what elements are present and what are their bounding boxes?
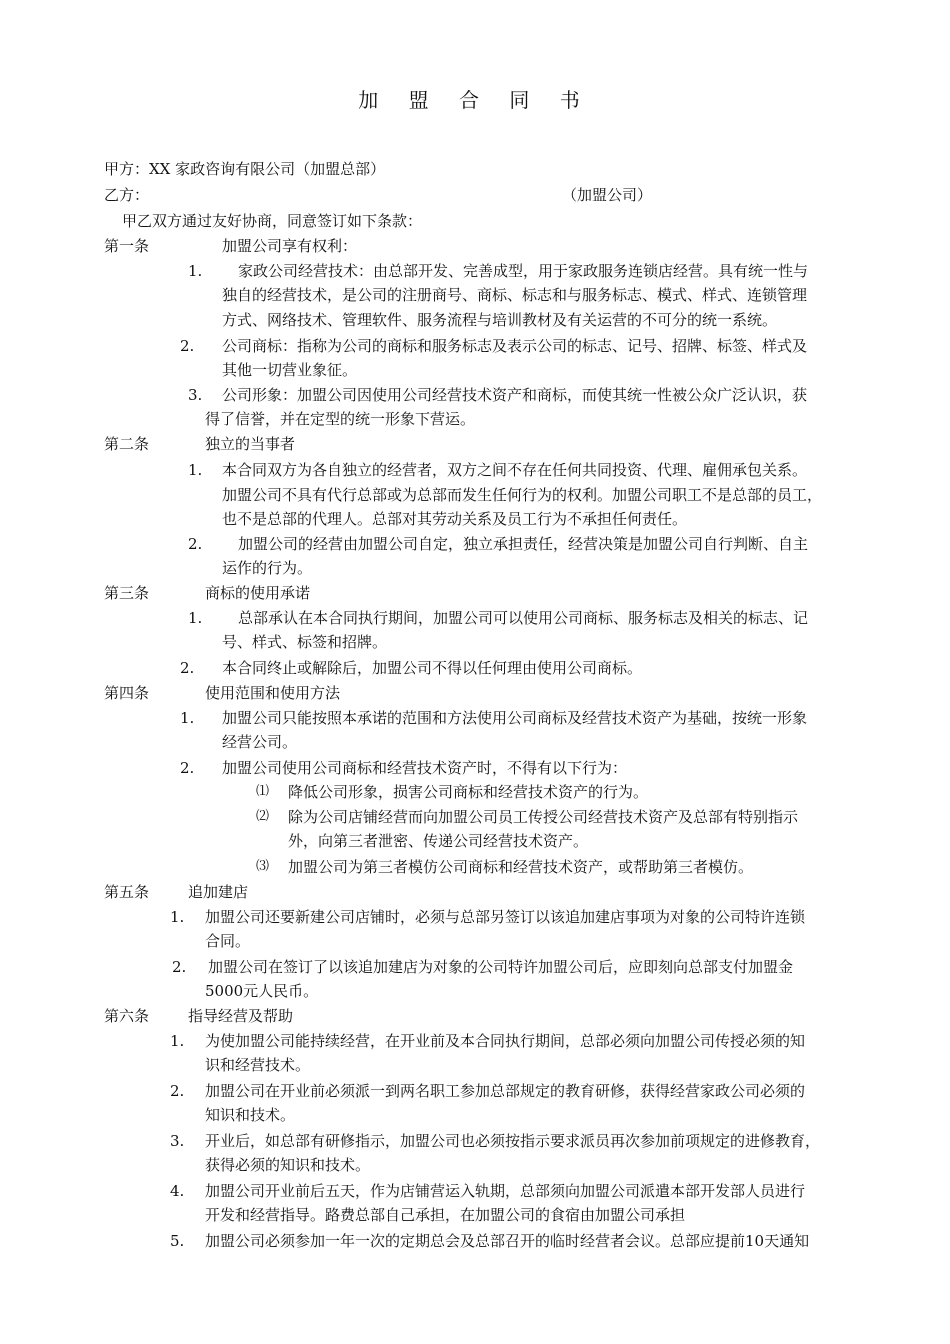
article-4-sub-1-number: ⑴ <box>256 784 270 799</box>
article-3-title: 商标的使用承诺 <box>205 584 311 602</box>
article-6-item-3-number: 3. <box>170 1132 185 1150</box>
article-5-item-1-line-2: 合同。 <box>205 932 251 950</box>
article-6-item-4-line-1: 加盟公司开业前后五天，作为店铺营运入轨期，总部须向加盟公司派遣本部开发部人员进行 <box>205 1182 806 1200</box>
article-1-item-1-line-3: 方式、网络技术、管理软件、服务流程与培训教材及有关运营的不可分的统一系统。 <box>222 311 778 329</box>
article-6-item-4-line-2: 开发和经营指导。路费总部自己承担，在加盟公司的食宿由加盟公司承担 <box>205 1206 686 1224</box>
article-1-item-3-line-1: 公司形象：加盟公司因使用公司经营技术资产和商标，而使其统一性被公众广泛认识，获 <box>222 386 808 404</box>
article-1-item-2-number: 2. <box>180 337 195 355</box>
article-5-item-1-line-1: 加盟公司还要新建公司店铺时，必须与总部另签订以该追加建店事项为对象的公司特许连锁 <box>205 908 806 926</box>
article-4-item-2-number: 2. <box>180 759 195 777</box>
article-6-item-5-number: 5. <box>170 1232 185 1250</box>
article-4-heading: 第四条 <box>104 684 150 702</box>
article-3-item-1-number: 1. <box>188 609 203 627</box>
article-4-item-1-line-1: 加盟公司只能按照本承诺的范围和方法使用公司商标及经营技术资产为基础，按统一形象 <box>222 709 808 727</box>
article-6-title: 指导经营及帮助 <box>188 1007 294 1025</box>
article-1-item-1-line-2: 独自的经营技术，是公司的注册商号、商标、标志和与服务标志、模式、样式、连锁管理 <box>222 286 808 304</box>
article-5-title: 追加建店 <box>188 883 249 901</box>
article-6-item-1-line-1: 为使加盟公司能持续经营，在开业前及本合同执行期间，总部必须向加盟公司传授必须的知 <box>205 1032 806 1050</box>
article-3-item-2-line-1: 本合同终止或解除后，加盟公司不得以任何理由使用公司商标。 <box>222 659 643 677</box>
article-2-item-2-line-2: 运作的行为。 <box>222 559 313 577</box>
article-2-item-1-line-3: 也不是总部的代理人。总部对其劳动关系及员工行为不承担任何责任。 <box>222 510 688 528</box>
article-2-item-2-line-1: 加盟公司的经营由加盟公司自定，独立承担责任，经营决策是加盟公司自行判断、自主 <box>238 535 809 553</box>
article-1-item-1-number: 1. <box>188 262 203 280</box>
party-a: 甲方：XX 家政咨询有限公司（加盟总部） <box>104 160 386 178</box>
article-4-sub-3-number: ⑶ <box>256 859 270 874</box>
article-6-item-5-line-1: 加盟公司必须参加一年一次的定期总会及总部召开的临时经营者会议。总部应提前10天通知 <box>205 1232 810 1250</box>
article-4-item-1-line-2: 经营公司。 <box>222 733 298 751</box>
article-2-item-1-number: 1. <box>188 461 203 479</box>
article-4-sub-2-number: ⑵ <box>256 809 270 824</box>
document-title: 加 盟 合 同 书 <box>358 88 592 112</box>
article-4-sub-2-line-2: 外，向第三者泄密、传递公司经营技术资产。 <box>288 832 589 850</box>
article-5-item-2-line-2: 5000元人民币。 <box>205 982 319 1000</box>
article-1-title: 加盟公司享有权利： <box>222 237 358 255</box>
intro-text: 甲乙双方通过友好协商，同意签订如下条款： <box>122 212 423 230</box>
article-5-item-2-line-1: 加盟公司在签订了以该追加建店为对象的公司特许加盟公司后，应即刻向总部支付加盟金 <box>208 958 794 976</box>
article-1-item-3-number: 3. <box>188 386 203 404</box>
article-1-item-1-line-1: 家政公司经营技术：由总部开发、完善成型，用于家政服务连锁店经营。具有统一性与 <box>238 262 809 280</box>
article-4-sub-1-line-1: 降低公司形象，损害公司商标和经营技术资产的行为。 <box>288 783 649 801</box>
article-3-heading: 第三条 <box>104 584 150 602</box>
article-3-item-2-number: 2. <box>180 659 195 677</box>
article-4-item-1-number: 1. <box>180 709 195 727</box>
article-6-item-3-line-1: 开业后，如总部有研修指示，加盟公司也必须按指示要求派员再次参加前项规定的进修教育， <box>205 1132 821 1150</box>
party-b-suffix: （加盟公司） <box>562 186 653 204</box>
party-b-label: 乙方： <box>104 186 150 204</box>
article-4-title: 使用范围和使用方法 <box>205 684 341 702</box>
article-5-item-1-number: 1. <box>170 908 185 926</box>
article-6-item-2-line-1: 加盟公司在开业前必须派一到两名职工参加总部规定的教育研修，获得经营家政公司必须的 <box>205 1082 806 1100</box>
article-6-item-1-number: 1. <box>170 1032 185 1050</box>
article-1-item-2-line-1: 公司商标：指称为公司的商标和服务标志及表示公司的标志、记号、招牌、标签、样式及 <box>222 337 808 355</box>
article-2-item-1-line-2: 加盟公司不具有代行总部或为总部而发生任何行为的权利。加盟公司职工不是总部的员工， <box>222 486 823 504</box>
article-2-item-2-number: 2. <box>188 535 203 553</box>
article-6-heading: 第六条 <box>104 1007 150 1025</box>
article-4-sub-2-line-1: 除为公司店铺经营而向加盟公司员工传授公司经营技术资产及总部有特别指示 <box>288 808 799 826</box>
article-1-heading: 第一条 <box>104 237 150 255</box>
article-5-item-2-number: 2. <box>172 958 187 976</box>
article-2-heading: 第二条 <box>104 435 150 453</box>
article-6-item-3-line-2: 获得必须的知识和技术。 <box>205 1156 371 1174</box>
article-2-title: 独立的当事者 <box>205 435 296 453</box>
article-1-item-2-line-2: 其他一切营业象征。 <box>222 361 358 379</box>
article-6-item-2-line-2: 知识和技术。 <box>205 1106 296 1124</box>
article-6-item-4-number: 4. <box>170 1182 185 1200</box>
article-2-item-1-line-1: 本合同双方为各自独立的经营者，双方之间不存在任何共同投资、代理、雇佣承包关系。 <box>222 461 808 479</box>
article-6-item-1-line-2: 识和经营技术。 <box>205 1056 311 1074</box>
article-4-item-2-line-1: 加盟公司使用公司商标和经营技术资产时，不得有以下行为： <box>222 759 628 777</box>
article-5-heading: 第五条 <box>104 883 150 901</box>
article-3-item-1-line-2: 号、样式、标签和招牌。 <box>222 633 388 651</box>
article-3-item-1-line-1: 总部承认在本合同执行期间，加盟公司可以使用公司商标、服务标志及相关的标志、记 <box>238 609 809 627</box>
article-4-sub-3-line-1: 加盟公司为第三者模仿公司商标和经营技术资产，或帮助第三者模仿。 <box>288 858 754 876</box>
article-1-item-3-line-2: 得了信誉，并在定型的统一形象下营运。 <box>205 410 476 428</box>
article-6-item-2-number: 2. <box>170 1082 185 1100</box>
